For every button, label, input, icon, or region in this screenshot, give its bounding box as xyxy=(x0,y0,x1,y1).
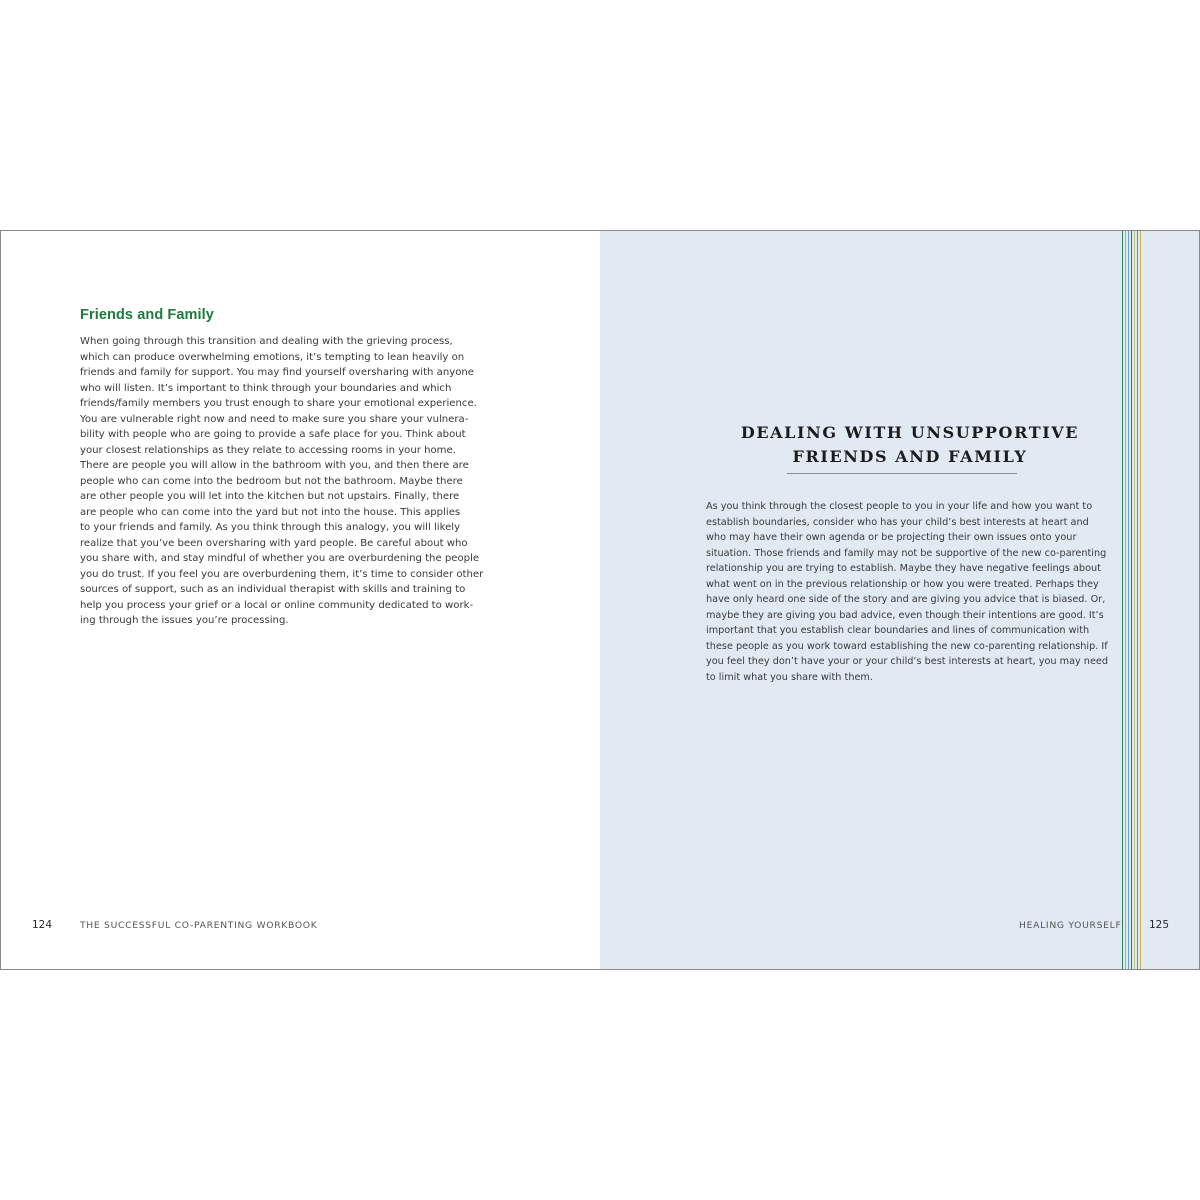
body-line: have only heard one side of the story and are giving you advice that is biased. Or, xyxy=(706,594,1106,605)
body-line: help you process your grief or a local or online community dedicated to work- xyxy=(80,599,474,611)
body-line: are people who can come into the yard but not into the house. This applies xyxy=(80,506,461,518)
title-divider xyxy=(787,473,1017,474)
feature-title-line: DEALING WITH UNSUPPORTIVE xyxy=(740,423,1080,442)
body-line: are other people you will let into the kitchen but not upstairs. Finally, there xyxy=(80,491,460,502)
right-page xyxy=(600,231,1199,969)
page-number: 125 xyxy=(1149,919,1170,931)
stripe-line xyxy=(1122,231,1123,969)
body-line: who may have their own agenda or be projecting their own issues onto your xyxy=(706,532,1077,543)
body-line: you do trust. If you feel you are overburdening them, it’s time to consider other xyxy=(80,568,484,580)
stripe-line xyxy=(1137,231,1138,969)
body-line: you share with, and stay mindful of whether you are overburdening the people xyxy=(80,553,480,564)
feature-title-line: FRIENDS AND FAMILY xyxy=(792,447,1028,466)
body-line: important that you establish clear boundaries and lines of communication with xyxy=(706,625,1090,636)
book-spread xyxy=(0,230,1200,970)
body-line: bility with people who are going to provide a safe place for you. Think about xyxy=(80,429,466,440)
body-line: As you think through the closest people to you in your life and how you want to xyxy=(706,501,1093,512)
stripe-line xyxy=(1140,231,1141,969)
body-line: realize that you’ve been oversharing with yard people. Be careful about who xyxy=(80,537,468,549)
body-line: you feel they don’t have your or your child’s best interests at heart, you may need xyxy=(706,656,1109,667)
stripe-line xyxy=(1131,231,1132,969)
body-line: what went on in the previous relationship or how you were treated. Perhaps they xyxy=(706,578,1099,590)
body-line: friends/family members you trust enough to share your emotional experience. xyxy=(80,398,477,409)
body-line: these people as you work toward establishing the new co-parenting relationship. If xyxy=(706,640,1108,652)
body-line: establish boundaries, consider who has your child’s best interests at heart and xyxy=(706,516,1089,528)
body-line: friends and family for support. You may find yourself oversharing with anyone xyxy=(80,367,474,378)
running-footer-title: THE SUCCESSFUL CO-PARENTING WORKBOOK xyxy=(80,920,318,931)
stripe-line xyxy=(1128,231,1129,969)
left-page xyxy=(1,231,600,969)
body-line: When going through this transition and dealing with the grieving process, xyxy=(80,336,453,347)
body-line: You are vulnerable right now and need to make sure you share your vulnera- xyxy=(80,413,469,425)
body-line: relationship you are trying to establish. Maybe they have negative feelings about xyxy=(706,563,1101,574)
stripe-line xyxy=(1125,231,1126,969)
body-line: to limit what you share with them. xyxy=(706,671,873,683)
body-line: who will listen. It’s important to think through your boundaries and which xyxy=(80,382,452,394)
left-body-text xyxy=(80,334,500,629)
body-line: which can produce overwhelming emotions, it’s tempting to lean heavily on xyxy=(80,351,465,363)
body-line: sources of support, such as an individual therapist with skills and training to xyxy=(80,584,466,595)
page-number: 124 xyxy=(32,919,53,931)
body-line: your closest relationships as they relate to accessing rooms in your home. xyxy=(80,444,456,456)
body-line: There are people you will allow in the bathroom with you, and then there are xyxy=(80,460,469,471)
decorative-stripes xyxy=(1122,231,1146,969)
right-body-text xyxy=(706,499,1109,685)
body-line: situation. Those friends and family may not be supportive of the new co-parenting xyxy=(706,547,1107,559)
body-line: to your friends and family. As you think through this analogy, you will likely xyxy=(80,522,461,533)
body-line: maybe they are giving you bad advice, even though their intentions are good. It’s xyxy=(706,609,1104,621)
running-footer-title: HEALING YOURSELF xyxy=(1019,920,1122,931)
stripe-line xyxy=(1134,231,1135,969)
section-heading: Friends and Family xyxy=(80,307,214,323)
body-line: people who can come into the bedroom but not the bathroom. Maybe there xyxy=(80,475,463,487)
feature-title xyxy=(720,421,1100,469)
body-line: ing through the issues you’re processing. xyxy=(80,615,289,626)
